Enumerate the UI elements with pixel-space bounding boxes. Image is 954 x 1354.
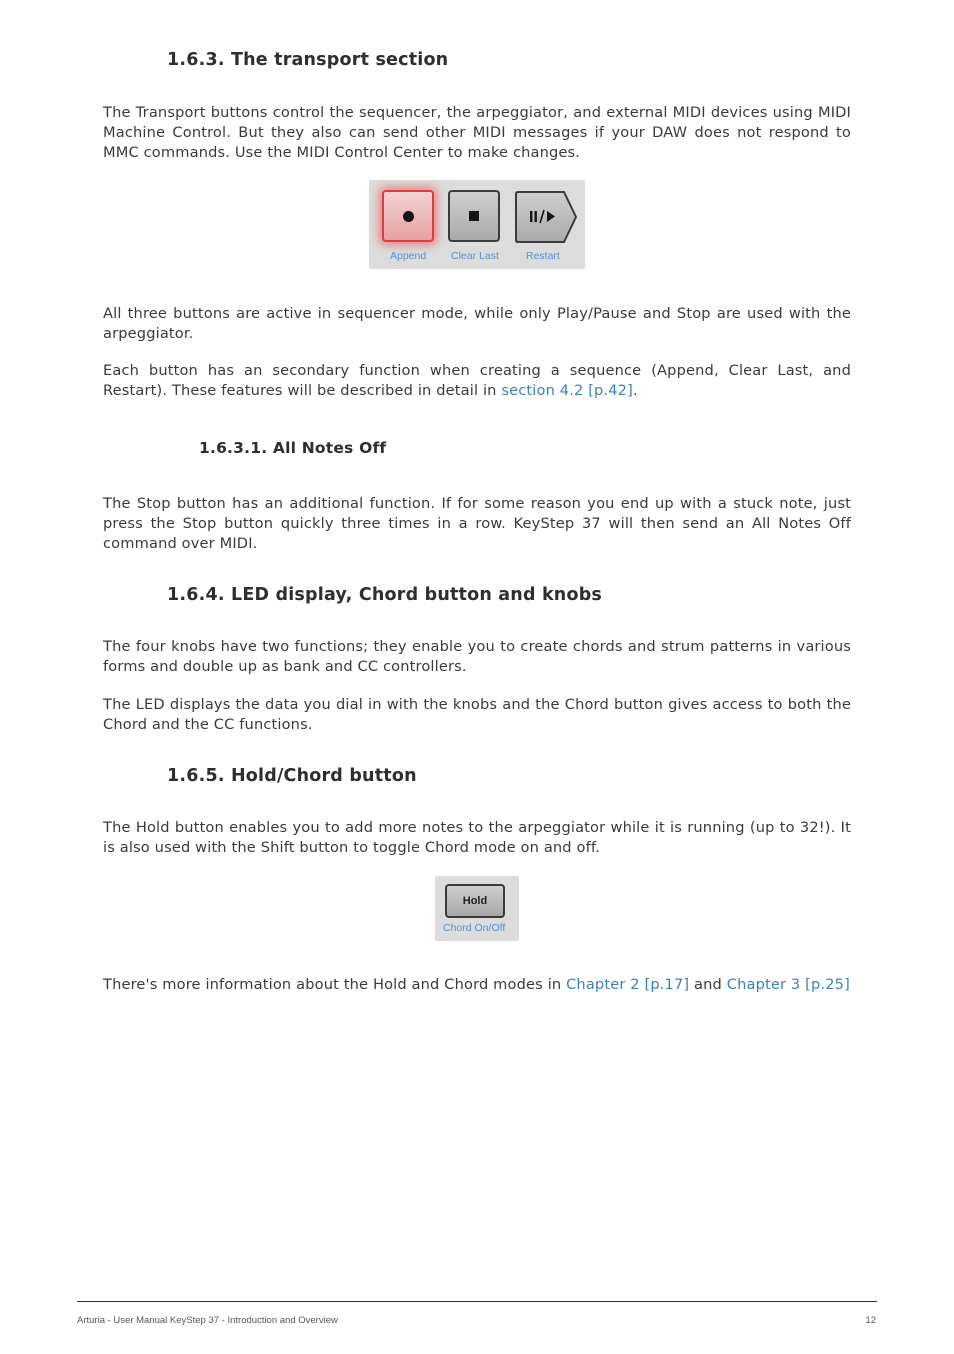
clear-last-stop-button-image [448,190,500,242]
led-paragraph-2: The LED displays the data you dial in with the knobs and the Chord button gives access to both the Chord and the CC functions. [103,696,851,733]
append-label: Append [390,250,427,262]
clear-last-label: Clear Last [451,250,499,262]
hold-button-figure [435,876,519,941]
heading-hold-chord-button: 1.6.5. Hold/Chord button [167,766,417,786]
section-4-2-link[interactable]: section 4.2 [p.42] [501,382,633,399]
transport-paragraph-2: All three buttons are active in sequencer mode, while only Play/Pause and Stop are used with the arpeggiator. [103,305,851,342]
hold-paragraph-1: The Hold button enables you to add more notes to the arpeggiator while it is running (up to 32!). It is also used with the Shift button to toggle Chord mode on and off. [103,819,851,856]
hold-paragraph-2 [103,975,851,995]
transport-paragraph-3-text: Each button has an secondary function when creating a sequence (Append, Clear Last, and Restart). These features will be described in detail in [103,362,851,399]
play-pause-icon [514,190,578,244]
transport-buttons-figure [369,180,585,269]
footer-divider [77,1301,877,1302]
restart-label: Restart [526,250,560,262]
all-notes-off-paragraph: The Stop button has an additional function. If for some reason you end up with a stuck note, just press the Stop button quickly three times in a row. KeyStep 37 will then send an All Notes Off command over MIDI. [103,495,851,552]
led-paragraph-1: The four knobs have two functions; they enable you to create chords and strum patterns in various forms and double up as bank and CC controllers. [103,638,851,675]
hold-paragraph-2-and: and [689,976,727,993]
hold-button-image: Hold [445,884,505,918]
chapter-3-link[interactable]: Chapter 3 [p.25] [726,976,850,993]
hold-paragraph-2-text: There's more information about the Hold and Chord modes in [103,976,567,993]
chapter-2-link[interactable]: Chapter 2 [p.17] [566,976,690,993]
transport-paragraph-1: The Transport buttons control the sequencer, the arpeggiator, and external MIDI devices using MIDI Machine Control. But they also can send other MIDI messages if your DAW does not respond to MMC commands. Use the MIDI Control Center to make changes. [103,104,851,161]
heading-all-notes-off: 1.6.3.1. All Notes Off [199,439,387,457]
record-dot-icon [403,211,414,222]
heading-transport-section: 1.6.3. The transport section [167,50,449,70]
append-record-button-image [382,190,434,242]
stop-square-icon [469,211,479,221]
chord-on-off-label: Chord On/Off [443,922,506,934]
heading-led-display: 1.6.4. LED display, Chord button and knobs [167,585,603,605]
footer-title: Arturia - User Manual KeyStep 37 - Introduction and Overview [77,1315,338,1326]
transport-paragraph-3 [103,361,851,401]
transport-paragraph-3-end: . [632,382,638,399]
page-number: 12 [865,1315,876,1326]
